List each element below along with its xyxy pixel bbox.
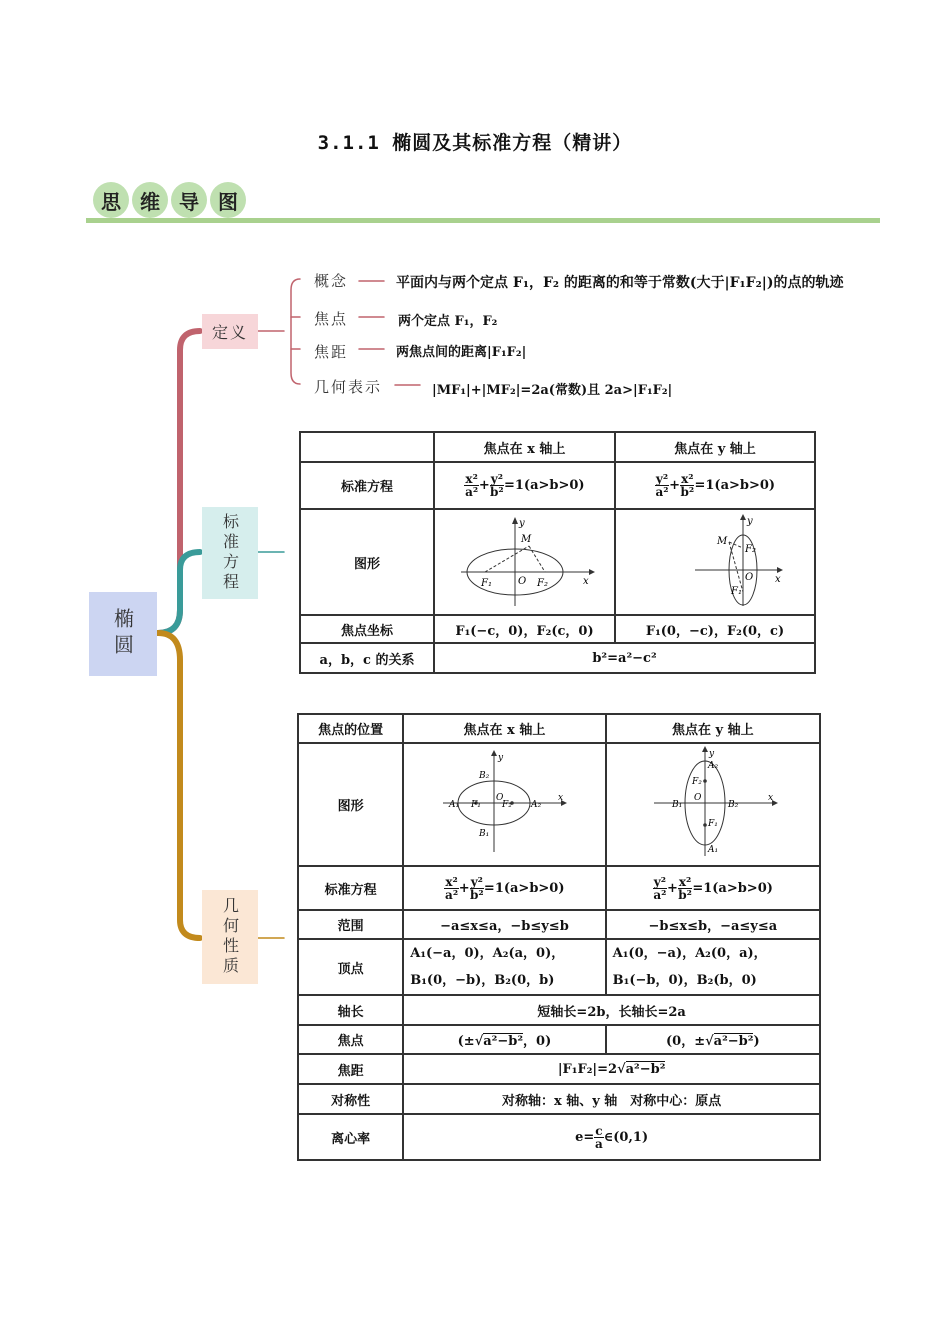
table-row	[298, 866, 820, 910]
ellipse-y-figure	[645, 512, 785, 608]
figure-x	[403, 743, 605, 866]
svg-text:F₁: F₁	[707, 818, 718, 829]
focus-y: (0，±√a²−b²)	[606, 1025, 820, 1054]
row-label: 图形	[298, 743, 403, 866]
svg-text:F₁: F₁	[471, 799, 482, 810]
section-badge-2: 维	[132, 182, 168, 218]
svg-text:x: x	[767, 792, 773, 803]
row-label: a，b，c 的关系	[300, 643, 434, 673]
svg-text:B₁: B₁	[671, 799, 683, 810]
svg-text:y: y	[518, 518, 525, 529]
svg-text:x: x	[775, 574, 781, 585]
branch-standard-eq	[202, 507, 258, 599]
row-label: 焦点	[298, 1025, 403, 1054]
row-label: 标准方程	[300, 462, 434, 509]
relation: b²=a²−c²	[434, 643, 815, 673]
symmetry: 对称轴：x 轴、y 轴 对称中心：原点	[403, 1084, 820, 1114]
row-label: 顶点	[298, 939, 403, 995]
range-x: −a≤x≤a，−b≤y≤b	[403, 910, 605, 939]
row-label: 标准方程	[298, 866, 403, 910]
figure-y	[606, 743, 820, 866]
section-badge-4: 图	[210, 182, 246, 218]
table-row	[298, 1114, 820, 1160]
row-label: 轴长	[298, 995, 403, 1025]
section-badge-1: 思	[93, 182, 129, 218]
table-header: 焦点在 y 轴上	[615, 432, 815, 462]
section-badge-3: 导	[171, 182, 207, 218]
axis-length: 短轴长=2b，长轴长=2a	[403, 995, 820, 1025]
svg-text:B₂: B₂	[727, 799, 739, 810]
equation-y: $\frac{\text{y²}}{\text{a²}}$ + $\frac{\text{x²}}{\text{b²}}$ =1(a>b>0)	[606, 866, 820, 910]
svg-text:F₁: F₁	[480, 578, 492, 589]
svg-text:A₁: A₁	[449, 799, 460, 810]
row-label: 焦点坐标	[300, 615, 434, 643]
svg-text:O: O	[517, 576, 526, 587]
def-label-focus: 焦点	[314, 310, 349, 328]
figure-y	[615, 509, 815, 615]
focus-y: F₁(0，−c)，F₂(0，c)	[615, 615, 815, 643]
geometry-table	[297, 713, 821, 1161]
range-y: −b≤x≤b，−a≤y≤a	[606, 910, 820, 939]
svg-text:O: O	[745, 572, 754, 583]
svg-text:F₁: F₁	[731, 586, 742, 597]
focal-distance: |F₁F₂|=2√a²−b²	[403, 1054, 820, 1084]
svg-text:x: x	[582, 576, 589, 587]
eq-branch-line	[158, 552, 200, 633]
equation-y: $\frac{\text{y²}}{\text{a²}}$ + $\frac{\text{x²}}{\text{b²}}$ =1(a>b>0)	[615, 462, 815, 509]
svg-text:A₂: A₂	[531, 799, 542, 810]
branch-standard-eq-label: 标准方程	[220, 513, 240, 593]
branch-geometry-label: 几何性质	[220, 897, 240, 977]
row-label: 对称性	[298, 1084, 403, 1114]
table-row	[298, 995, 820, 1025]
table-row	[298, 939, 820, 995]
svg-text:O: O	[496, 792, 504, 803]
focus-x: (±√a²−b²，0)	[403, 1025, 605, 1054]
vertex-x: A₁(−a，0)，A₂(a，0)， B₁(0，−b)，B₂(0，b)	[403, 939, 605, 995]
def-text-concept: 平面内与两个定点 F₁，F₂ 的距离的和等于常数(大于|F₁F₂|)的点的轨迹	[396, 275, 844, 291]
table-row	[298, 1084, 820, 1114]
svg-text:A₁: A₁	[707, 844, 718, 855]
svg-text:B₁: B₁	[479, 828, 490, 839]
table-cell	[300, 432, 434, 462]
svg-text:M: M	[717, 536, 728, 547]
svg-text:M: M	[520, 534, 531, 545]
svg-text:F₂: F₂	[745, 544, 756, 555]
branch-definition	[202, 314, 258, 349]
svg-text:F₂: F₂	[536, 578, 548, 589]
eccentricity: e= $\frac{c}{a}$ ∈(0,1)	[403, 1114, 820, 1160]
def-text-focus: 两个定点 F₁，F₂	[398, 314, 498, 329]
svg-text:A₂: A₂	[707, 760, 718, 771]
branch-geometry	[202, 890, 258, 984]
table-row	[298, 743, 820, 866]
def-label-geometric: 几何表示	[314, 378, 383, 396]
svg-text:B₂: B₂	[479, 770, 490, 781]
geo-branch-line	[158, 633, 200, 938]
table-row	[300, 462, 815, 509]
row-label: 范围	[298, 910, 403, 939]
def-text-geometric: |MF₁|+|MF₂|=2a(常数)且 2a>|F₁F₂|	[432, 383, 673, 398]
table-row	[300, 615, 815, 643]
row-label: 图形	[300, 509, 434, 615]
table-header: 焦点在 x 轴上	[434, 432, 615, 462]
svg-text:F₂: F₂	[691, 776, 702, 787]
svg-text:y: y	[747, 516, 753, 527]
vertex-y: A₁(0，−a)，A₂(0，a)， B₁(−b，0)，B₂(b，0)	[606, 939, 820, 995]
row-label: 离心率	[298, 1114, 403, 1160]
focus-x: F₁(−c，0)，F₂(c，0)	[434, 615, 615, 643]
figure-x	[434, 509, 615, 615]
root-label: 椭圆	[110, 608, 135, 660]
table-header: 焦点在 y 轴上	[606, 714, 820, 743]
ellipse-x-figure	[455, 512, 595, 608]
def-text-focal-distance: 两焦点间的距离|F₁F₂|	[396, 345, 527, 360]
svg-text:F₂: F₂	[502, 799, 513, 810]
svg-text:y: y	[708, 748, 714, 759]
table-row	[298, 714, 820, 743]
table-row	[300, 509, 815, 615]
def-label-concept: 概念	[314, 272, 349, 290]
table-row	[298, 1054, 820, 1084]
table-header: 焦点在 x 轴上	[403, 714, 605, 743]
table-row	[298, 1025, 820, 1054]
equation-x: $\frac{\text{x²}}{\text{a²}}$ + $\frac{\text{y²}}{\text{b²}}$ =1(a>b>0)	[403, 866, 605, 910]
standard-eq-table	[299, 431, 816, 674]
table-row	[298, 910, 820, 939]
table-row	[300, 432, 815, 462]
ellipse-y-vertices-figure	[648, 746, 778, 860]
def-label-focal-distance: 焦距	[314, 343, 349, 361]
equation-x: $\frac{\text{x²}}{\text{a²}}$ + $\frac{\text{y²}}{\text{b²}}$ =1(a>b>0)	[434, 462, 615, 509]
page-title: 3.1.1 椭圆及其标准方程（精讲）	[317, 132, 633, 154]
ellipse-x-vertices-figure	[439, 748, 569, 858]
table-header: 焦点的位置	[298, 714, 403, 743]
svg-text:O: O	[693, 792, 702, 803]
row-label: 焦距	[298, 1054, 403, 1084]
svg-text:x: x	[558, 792, 564, 803]
table-row	[300, 643, 815, 673]
branch-definition-label: 定义	[211, 323, 248, 342]
svg-text:y: y	[498, 752, 504, 763]
root-node	[89, 592, 157, 676]
